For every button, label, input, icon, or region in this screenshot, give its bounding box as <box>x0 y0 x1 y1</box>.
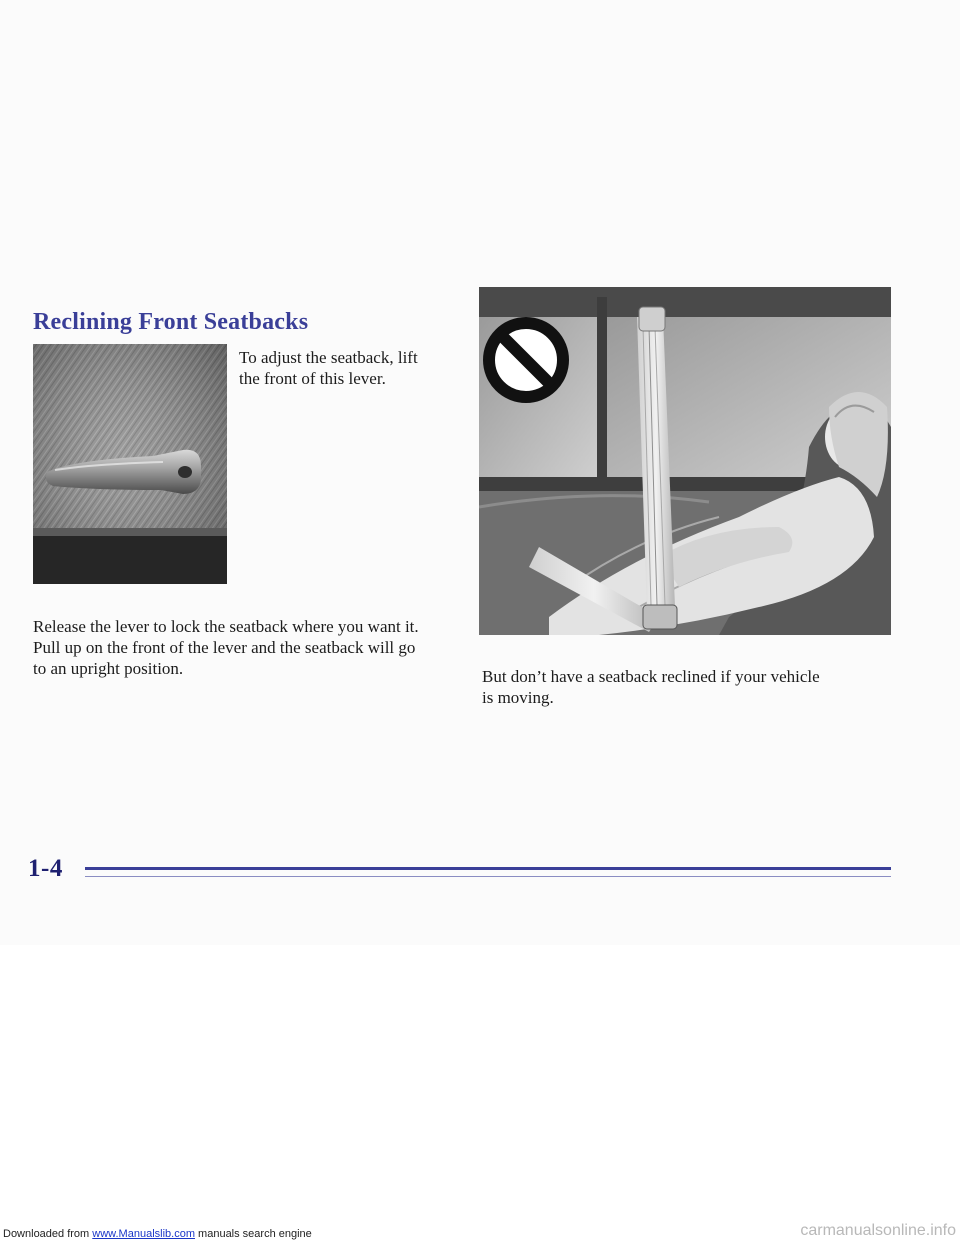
warning-text-line-1: But don’t have a seatback reclined if your vehicle <box>482 667 820 686</box>
footer-rule <box>85 867 891 870</box>
site-watermark: carmanualsonline.info <box>800 1222 956 1239</box>
adjust-instruction-line-2: the front of this lever. <box>239 369 386 388</box>
download-credit <box>3 1228 312 1240</box>
release-instruction-line-1: Release the lever to lock the seatback where you want it. <box>33 617 419 636</box>
manualslib-link[interactable]: www.Manualslib.com <box>92 1228 195 1240</box>
page-number: 1-4 <box>28 855 63 882</box>
seatback-lever-photo <box>33 344 227 584</box>
adjust-instruction-line-1: To adjust the seatback, lift <box>239 348 418 367</box>
download-credit-prefix: Downloaded from <box>3 1228 90 1240</box>
release-instruction-line-2: Pull up on the front of the lever and the seatback will go <box>33 638 416 657</box>
footer-rule-thin <box>85 876 891 877</box>
warning-text-line-2: is moving. <box>482 688 554 707</box>
no-symbol-icon <box>481 315 571 405</box>
page-title: Reclining Front Seatbacks <box>33 309 309 335</box>
reclined-passenger-illustration <box>479 287 891 635</box>
download-credit-suffix: manuals search engine <box>198 1228 312 1240</box>
release-instruction-line-3: to an upright position. <box>33 659 184 678</box>
